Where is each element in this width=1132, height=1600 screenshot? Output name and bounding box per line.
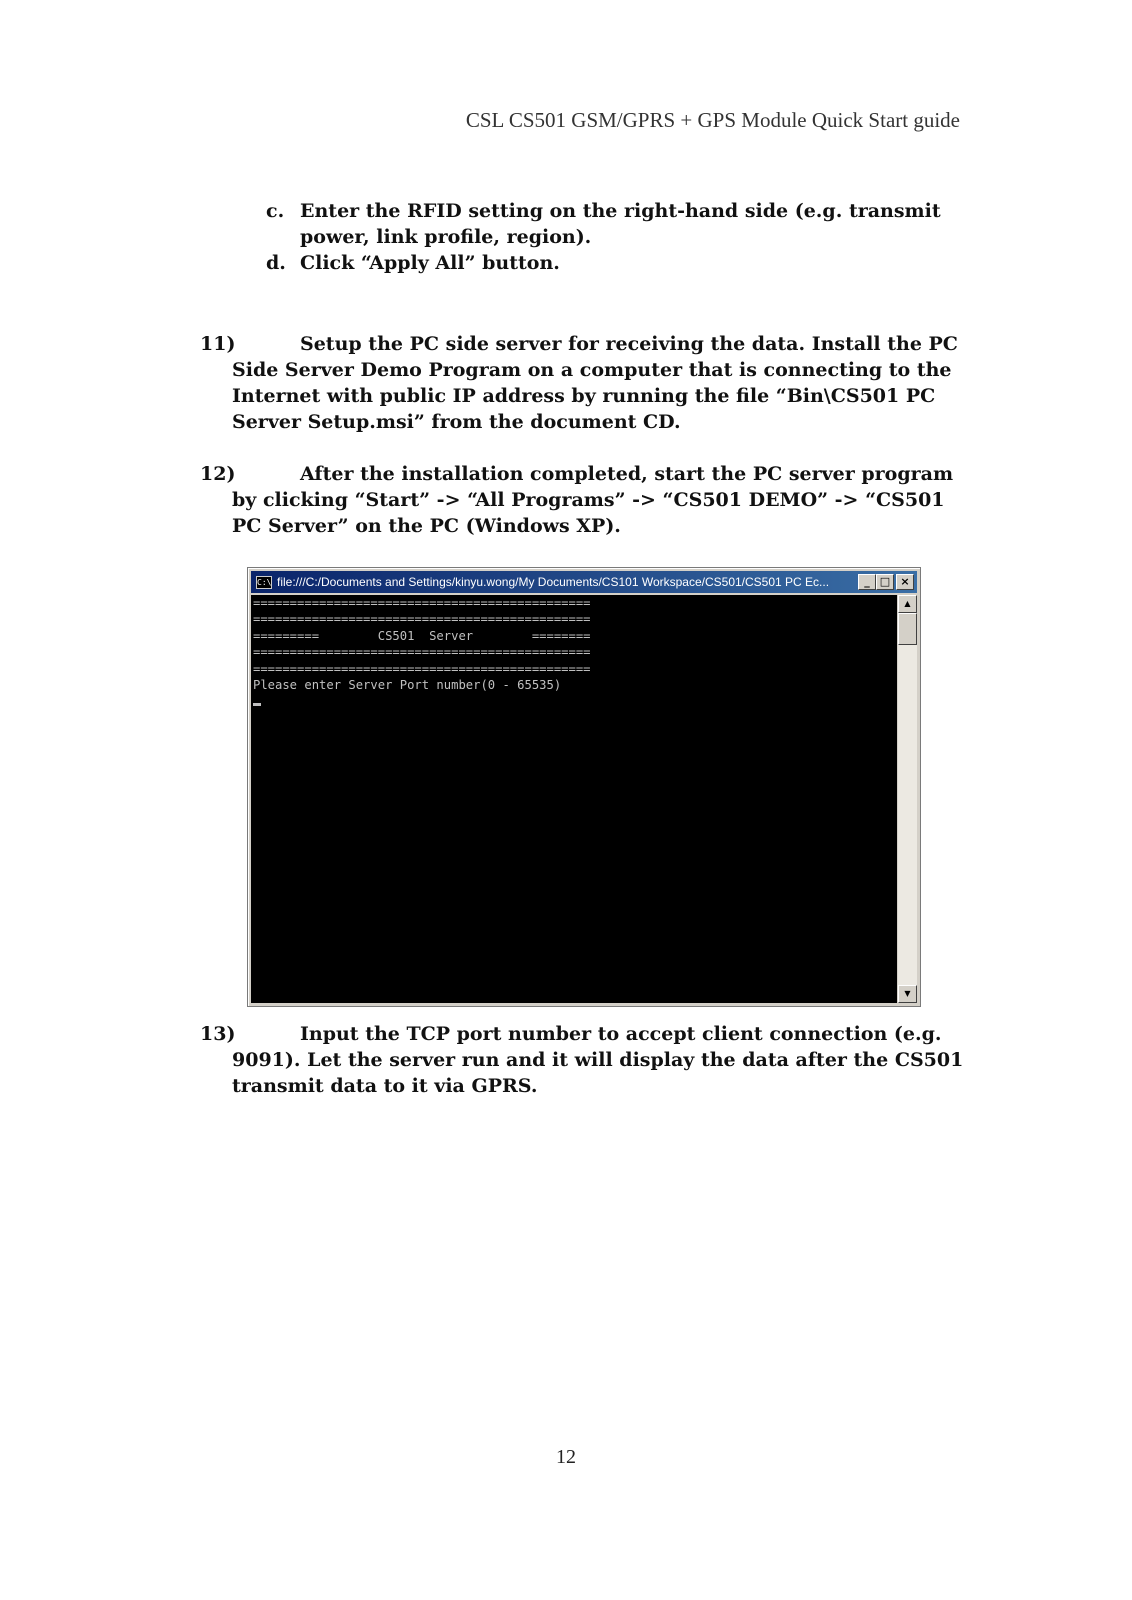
scrollbar-thumb[interactable] (898, 613, 917, 645)
page-number: 12 (556, 1446, 576, 1468)
console-icon: C:\ (257, 578, 272, 587)
step-13 (200, 1021, 980, 1099)
console-line: ========= CS501 Server ======== (253, 628, 591, 643)
console-line: ============================================== (253, 661, 591, 676)
step-text: After the installation completed, start the PC server program by clicking “Start” -> “All Programs” -> “CS501 DEMO” -> “CS501 PC Server” on the PC (Windows XP). (232, 463, 954, 537)
text-cursor (253, 703, 261, 706)
close-icon[interactable]: × (896, 574, 914, 590)
console-line: ============================================== (253, 645, 591, 660)
console-window-screenshot (247, 567, 921, 1007)
console-title-bar (251, 571, 917, 593)
console-title: file:///C:/Documents and Settings/kinyu.wong/My Documents/CS101 Workspace/CS501/CS501 PC Ec... (277, 575, 830, 589)
substep-marker: d. (266, 252, 286, 274)
substep-d (266, 250, 986, 276)
vertical-scrollbar[interactable] (898, 595, 917, 1003)
minimize-icon[interactable]: _ (858, 574, 876, 590)
console-line: Please enter Server Port number(0 - 65535) (253, 678, 562, 693)
substep-marker: c. (266, 200, 285, 222)
step-number: 11) (200, 333, 236, 355)
step-11 (200, 331, 980, 435)
console-line: ============================================== (253, 596, 591, 610)
console-line: ============================================== (253, 612, 591, 627)
document-header: CSL CS501 GSM/GPRS + GPS Module Quick Start guide (465, 108, 960, 132)
step-text: Setup the PC side server for receiving the data. Install the PC Side Server Demo Program on a computer that is connecting to the Internet with public IP address by running the file “Bin\CS501 PC Server Setup.msi” from the document CD. (232, 333, 958, 433)
arrow-up-icon[interactable]: ▲ (898, 595, 917, 613)
console-output (251, 595, 897, 1003)
substep-c (266, 198, 986, 250)
step-12 (200, 461, 980, 539)
substep-text: Click “Apply All” button. (300, 252, 560, 274)
substep-text: Enter the RFID setting on the right-hand side (e.g. transmit power, link profile, region). (300, 200, 941, 248)
step-number: 13) (200, 1023, 236, 1045)
maximize-icon[interactable]: □ (876, 574, 894, 590)
step-text: Input the TCP port number to accept client connection (e.g. 9091). Let the server run and it will display the data after the CS501 transmit data to it via GPRS. (232, 1023, 964, 1097)
arrow-down-icon[interactable]: ▼ (898, 985, 917, 1003)
step-number: 12) (200, 463, 236, 485)
